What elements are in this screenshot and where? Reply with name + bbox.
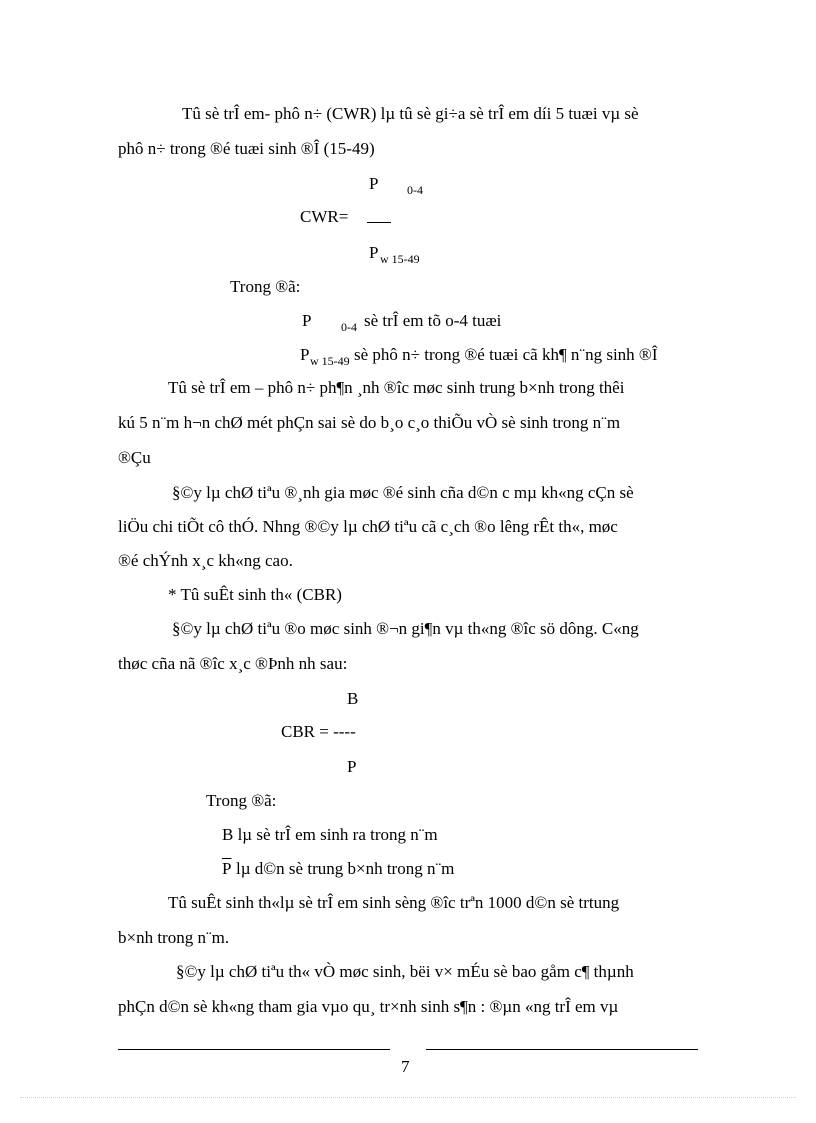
cbr-def2-symbol: $\overline{P}$ [222, 859, 232, 878]
cwr-fraction-bar [367, 222, 391, 223]
cbr-eval-line-2: phÇn d©n sè kh«ng tham gia vµo qu¸ tr×nh sinh s¶n : ®µn «ng trÎ em vµ [118, 997, 619, 1016]
cwr-def1-symbol: P [302, 311, 312, 330]
cwr-def1-text: sè trÎ em tõ o-4 tuæi [364, 311, 502, 330]
cwr-def2-subscript: w 15-49 [310, 354, 350, 368]
page-number: 7 [401, 1057, 410, 1076]
cbr-numerator: B [347, 689, 359, 708]
page-bottom-border [20, 1097, 796, 1098]
cwr-lhs: CWR= [300, 207, 349, 226]
cwr-definition-line-2: phô n÷ trong ®é tuæi sinh ®Î (15-49) [118, 139, 375, 158]
cwr-def2-text: sè phô n÷ trong ®é tuæi cã kh¶ n¨ng sinh ®Î [354, 345, 658, 364]
cbr-eval-line-1: §©y lµ chØ tiªu th« vÒ møc sinh, bëi v× mÉu sè bao gåm c¶ thµnh [176, 962, 634, 981]
footer-rule-left [118, 1049, 390, 1050]
cbr-def1: B lµ sè trÎ em sinh ra trong n¨m [222, 825, 438, 844]
cwr-definition-line-1: Tû sè trÎ em- phô n÷ (CWR) lµ tû sè gi÷a sè trÎ em díi 5 tuæi vµ sè [182, 104, 639, 123]
cwr-note-line-1: Tû sè trÎ em – phô n÷ ph¶n ¸nh ®îc møc sinh trung b×nh trong thêi [168, 378, 625, 397]
cbr-intro-line-2: thøc cña nã ®îc x¸c ®Þnh nh sau: [118, 654, 348, 673]
cbr-heading: * Tû suÊt sinh th« (CBR) [168, 585, 342, 604]
cwr-numerator: P [369, 174, 379, 193]
cwr-def1-subscript: 0-4 [341, 320, 357, 334]
cbr-definition-line-1: Tû suÊt sinh th«lµ sè trÎ em sinh sèng ®îc trªn 1000 d©n sè trtung [168, 893, 620, 912]
cwr-eval-line-1: §©y lµ chØ tiªu ®¸nh gia møc ®é sinh cña d©n c mµ kh«ng cÇn sè [172, 483, 634, 502]
cbr-lhs: CBR = ---- [281, 722, 356, 741]
cwr-numerator-subscript: 0-4 [407, 183, 423, 197]
cwr-note-line-2: kú 5 n¨m h¬n chØ mét phÇn sai sè do b¸o c¸o thiÕu vÒ sè sinh trong n¨m [118, 413, 621, 432]
cbr-denominator: P [347, 757, 357, 776]
cwr-def2-symbol: P [300, 345, 310, 364]
cwr-eval-line-2: liÖu chi tiÕt cô thÓ. Nhng ®©y lµ chØ tiªu cã c¸ch ®o lêng rÊt th«, møc [118, 517, 618, 536]
footer-rule-right [426, 1049, 698, 1050]
cbr-definition-line-2: b×nh trong n¨m. [118, 928, 230, 947]
cwr-note-line-3: ®Çu [118, 448, 151, 467]
cwr-where-label: Trong ®ã: [230, 277, 301, 296]
cwr-denominator-subscript: w 15-49 [380, 252, 420, 266]
cbr-intro-line-1: §©y lµ chØ tiªu ®o møc sinh ®¬n gi¶n vµ th«ng ®îc sö dông. C«ng [172, 619, 639, 638]
cwr-eval-line-3: ®é chÝnh x¸c kh«ng cao. [118, 551, 293, 570]
cwr-denominator: P [369, 243, 379, 262]
cbr-def2-text: lµ d©n sè trung b×nh trong n¨m [236, 859, 455, 878]
cbr-where-label: Trong ®ã: [206, 791, 277, 810]
